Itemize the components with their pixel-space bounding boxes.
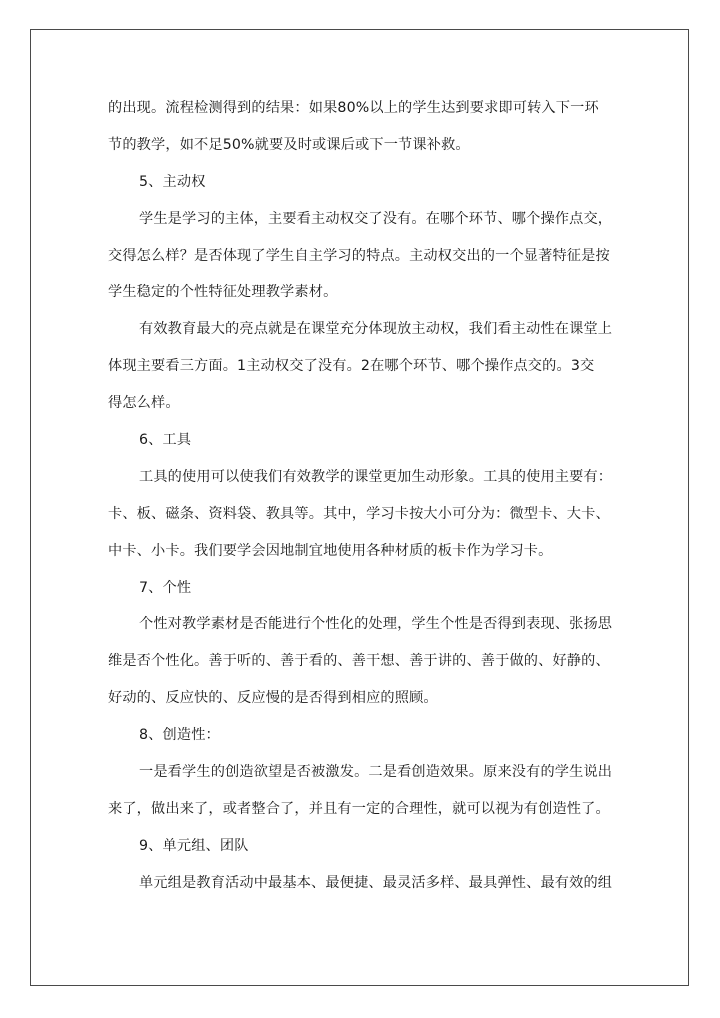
- section-heading: 5、主动权: [139, 173, 206, 190]
- text-line: 好动的、反应快的、反应慢的是否得到相应的照顾。: [108, 690, 438, 707]
- text-line: 的出现。流程检测得到的结果：如果80%以上的学生达到要求即可转入下一环: [108, 100, 599, 116]
- section-heading: 8、创造性：: [139, 727, 220, 744]
- text-line: 体现主要看三方面。1主动权交了没有。2在哪个环节、哪个操作点交的。3交: [108, 358, 595, 375]
- text-line: 有效教育最大的亮点就是在课堂充分体现放主动权，我们看主动性在课堂上: [139, 321, 613, 338]
- text-line: 交得怎么样？是否体现了学生自主学习的特点。主动权交出的一个显著特征是按: [108, 247, 610, 264]
- text-line: 单元组是教育活动中最基本、最便捷、最灵活多样、最具弹性、最有效的组: [139, 874, 613, 891]
- text-line: 一是看学生的创造欲望是否被激发。二是看创造效果。原来没有的学生说出: [139, 764, 613, 781]
- text-line: 得怎么样。: [108, 395, 180, 412]
- text-line: 学生是学习的主体，主要看主动权交了没有。在哪个环节、哪个操作点交，: [139, 210, 613, 227]
- text-line: 节的教学，如不足50%就要及时或课后或下一节课补救。: [108, 136, 470, 153]
- section-heading: 6、工具: [139, 432, 192, 449]
- text-line: 个性对教学素材是否能进行个性化的处理，学生个性是否得到表现、张扬思: [139, 616, 613, 633]
- section-heading: 7、个性: [139, 579, 192, 596]
- text-line: 卡、板、磁条、资料袋、教具等。其中，学习卡按大小可分为：微型卡、大卡、: [108, 505, 610, 522]
- text-line: 中卡、小卡。我们要学会因地制宜地使用各种材质的板卡作为学习卡。: [108, 542, 553, 559]
- section-heading: 9、单元组、团队: [139, 837, 249, 854]
- text-line: 学生稳定的个性特征处理教学素材。: [108, 284, 338, 301]
- text-line: 维是否个性化。善于听的、善于看的、善干想、善于讲的、善于做的、好静的、: [108, 653, 610, 670]
- document-body: [108, 90, 628, 902]
- text-line: 来了，做出来了，或者整合了，并且有一定的合理性，就可以视为有创造性了。: [108, 800, 610, 817]
- text-line: 工具的使用可以使我们有效教学的课堂更加生动形象。工具的使用主要有：: [139, 468, 613, 485]
